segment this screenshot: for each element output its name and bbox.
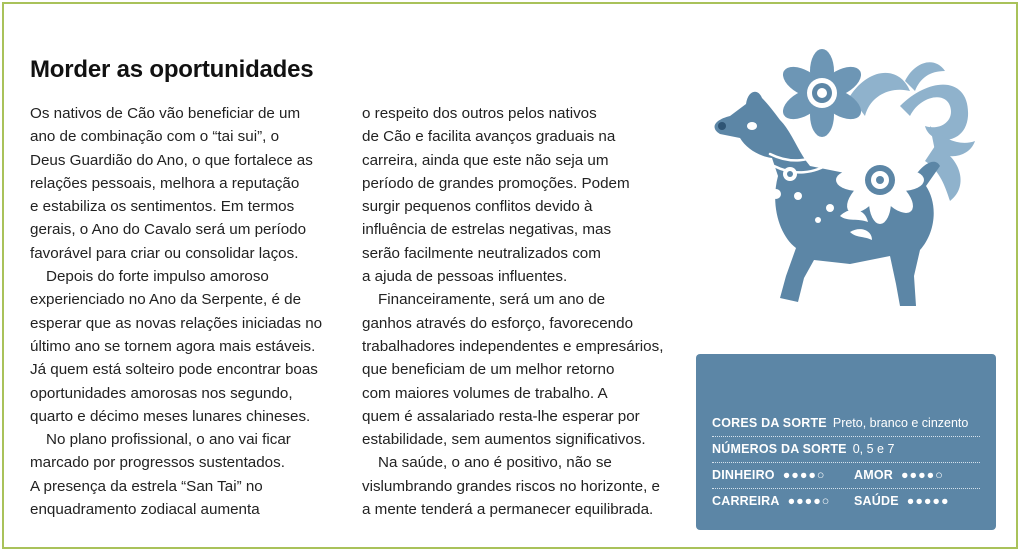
dinheiro-rating-row bbox=[712, 468, 825, 482]
carreira-label: CARREIRA bbox=[712, 494, 780, 508]
paragraph-line: relações pessoais, melhora a reputação bbox=[30, 174, 300, 192]
paragraph-line: o respeito dos outros pelos nativos bbox=[362, 105, 597, 122]
paragraph-line: gerais, o Ano do Cavalo será um período bbox=[30, 221, 307, 239]
dinheiro-rating: ●●●●○ bbox=[782, 468, 826, 482]
paragraph-line: enquadramento zodiacal aumenta bbox=[30, 501, 260, 519]
paragraph-line: período de grandes promoções. Podem bbox=[362, 174, 630, 192]
paragraph-line: experienciado no Ano da Serpente, é de bbox=[30, 291, 302, 309]
saude-label: SAÚDE bbox=[854, 494, 899, 508]
paragraph-line: carreira, ainda que este não seja um bbox=[362, 151, 609, 169]
saude-rating-row bbox=[854, 494, 950, 508]
paragraph-line: estabilidade, sem aumentos significativos. bbox=[362, 431, 646, 449]
amor-rating: ●●●●○ bbox=[901, 468, 944, 482]
paragraph-line: influência de estrelas negativas, mas bbox=[362, 221, 612, 239]
amor-label: AMOR bbox=[854, 468, 893, 482]
paragraph-line: último ano se tornem agora mais estáveis. bbox=[30, 337, 316, 355]
paragraph-line: de Cão e facilita avanços graduais na bbox=[362, 128, 616, 146]
paragraph-line: Os nativos de Cão vão beneficiar de um bbox=[30, 105, 301, 122]
paragraph-line: esperar que as novas relações iniciadas no bbox=[30, 314, 323, 332]
paragraph-line: serão facilmente neutralizados com bbox=[362, 244, 601, 262]
paragraph-line: vislumbrando grandes riscos no horizonte, e bbox=[362, 477, 661, 495]
paragraph-line: ano de combinação com o “tai sui”, o bbox=[30, 128, 280, 146]
cores-value: Preto, branco e cinzento bbox=[832, 416, 969, 430]
dog-illustration-icon bbox=[700, 36, 990, 316]
paragraph-line: surgir pequenos conflitos devido à bbox=[362, 198, 593, 216]
paragraph-line: quem é assalariado resta-lhe esperar por bbox=[362, 407, 640, 425]
numeros-label: NÚMEROS DA SORTE bbox=[712, 442, 847, 456]
text-column-1 bbox=[30, 102, 340, 521]
cores-label: CORES DA SORTE bbox=[712, 416, 827, 430]
paragraph-line: oportunidades amorosas nos segundo, bbox=[30, 384, 293, 402]
dinheiro-label: DINHEIRO bbox=[712, 468, 775, 482]
divider bbox=[712, 488, 980, 489]
paragraph-line: A presença da estrela “San Tai” no bbox=[30, 477, 263, 495]
paragraph-line: ganhos através do esforço, favorecendo bbox=[362, 314, 634, 332]
saude-rating: ●●●●● bbox=[906, 494, 950, 508]
paragraph-line: Financeiramente, será um ano de bbox=[378, 291, 606, 309]
divider bbox=[712, 462, 980, 463]
luck-info-box bbox=[696, 354, 996, 530]
paragraph-line: Deus Guardião do Ano, o que fortalece as bbox=[30, 151, 313, 169]
paragraph-line: favorável para criar ou consolidar laços. bbox=[30, 244, 299, 262]
carreira-rating: ●●●●○ bbox=[787, 494, 831, 508]
paragraph-line: a ajuda de pessoas influentes. bbox=[362, 268, 568, 286]
paragraph-line: No plano profissional, o ano vai ficar bbox=[46, 431, 291, 449]
paragraph-line: Já quem está solteiro pode encontrar boas bbox=[30, 361, 318, 379]
divider bbox=[712, 436, 980, 437]
paragraph-line: com maiores volumes de trabalho. A bbox=[362, 384, 608, 402]
numeros-da-sorte-row bbox=[712, 442, 894, 456]
carreira-rating-row bbox=[712, 494, 830, 508]
article-title: Morder as oportunidades bbox=[30, 56, 314, 83]
paragraph-line: Depois do forte impulso amoroso bbox=[46, 268, 269, 286]
text-column-2 bbox=[362, 102, 682, 521]
amor-rating-row bbox=[854, 468, 944, 482]
paragraph-line: e estabiliza os sentimentos. Em termos bbox=[30, 198, 295, 216]
paragraph-line: que beneficiam de um melhor retorno bbox=[362, 361, 615, 379]
paragraph-line: a mente tenderá a permanecer equilibrada. bbox=[362, 501, 654, 519]
paragraph-line: Na saúde, o ano é positivo, não se bbox=[378, 454, 612, 472]
paragraph-line: trabalhadores independentes e empresários, bbox=[362, 337, 664, 355]
paragraph-line: quarto e décimo meses lunares chineses. bbox=[30, 407, 311, 425]
paragraph-line: marcado por progressos sustentados. bbox=[30, 454, 285, 472]
numeros-value: 0, 5 e 7 bbox=[852, 442, 895, 456]
cores-da-sorte-row bbox=[712, 416, 968, 430]
